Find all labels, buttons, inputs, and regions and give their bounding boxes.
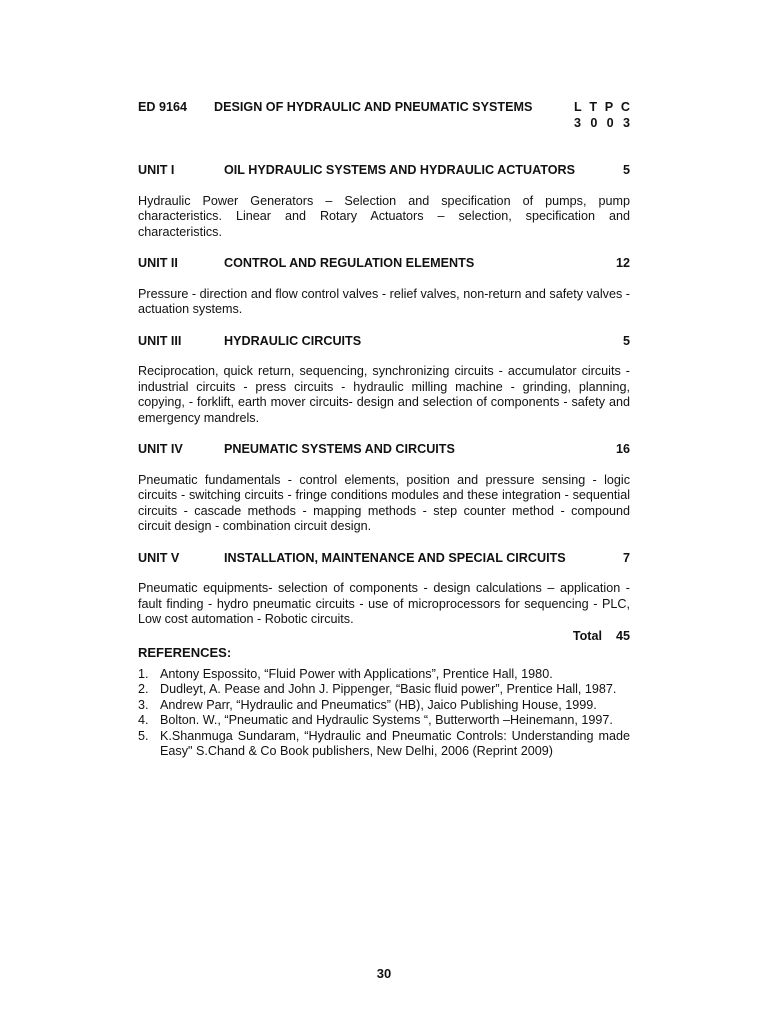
ltpc-value-t: 0 [590,115,598,130]
reference-number: 1. [138,666,149,681]
ltpc-label-p: P [604,100,614,114]
unit-4-heading [138,442,630,458]
syllabus-page [138,100,630,760]
unit-hours: 12 [615,256,630,270]
course-header [138,100,630,131]
unit-title: CONTROL AND REGULATION ELEMENTS [224,256,475,270]
references-heading: REFERENCES: [138,645,232,660]
reference-text: K.Shanmuga Sundaram, “Hydraulic and Pneumatic Controls: Understanding made Easy" S.Chand & Co Book publishers, New Delhi, 2006 (Reprint 2009) [160,728,630,758]
unit-title: INSTALLATION, MAINTENANCE AND SPECIAL CIRCUITS [224,550,566,565]
unit-3-body: Reciprocation, quick return, sequencing, synchronizing circuits - accumulator circuits - industrial circuits - press circuits - hydraulic milling machine - grinding, planning, copying, - forklift, earth mover circuits- design and selection of components - safety and emergency mandrels. [138,364,630,425]
total-label: Total [572,628,602,643]
unit-label: UNIT IV [138,442,183,456]
reference-item [138,682,630,698]
unit-4-body: Pneumatic fundamentals - control elements, position and pressure sensing - logic circuits - switching circuits - fringe conditions modules and these integration - sequential circuits - cascade methods - mapping methods - step counter method - compound circuit design - combination circuit design. [138,472,630,533]
unit-hours: 5 [622,163,630,177]
total-hours [138,629,630,645]
ltpc-label-c: C [620,100,630,114]
unit-title: PNEUMATIC SYSTEMS AND CIRCUITS [224,442,455,456]
reference-item [138,729,630,760]
reference-item [138,667,630,683]
ltpc-value-p: 0 [606,115,614,130]
ltpc-value-c: 3 [622,115,630,130]
unit-title: OIL HYDRAULIC SYSTEMS AND HYDRAULIC ACTUATORS [224,163,576,177]
unit-label: UNIT II [138,256,178,270]
ltpc-values [574,116,630,132]
reference-text: Bolton. W., “Pneumatic and Hydraulic Systems “, Butterworth –Heinemann, 1997. [160,713,613,727]
course-code: ED 9164 [138,100,188,114]
reference-number: 2. [138,682,149,696]
reference-item [138,698,630,714]
unit-label: UNIT I [138,163,175,177]
ltpc-block [574,100,630,131]
total-value: 45 [615,628,630,643]
reference-number: 5. [138,728,149,743]
reference-item [138,713,630,729]
reference-text: Antony Espossito, “Fluid Power with Applications”, Prentice Hall, 1980. [160,666,553,681]
unit-title: HYDRAULIC CIRCUITS [224,333,362,348]
unit-label: UNIT V [138,550,180,565]
reference-number: 4. [138,713,149,727]
unit-5-heading [138,551,630,567]
unit-5-body: Pneumatic equipments- selection of components - design calculations – application - fault finding - hydro pneumatic circuits - use of microprocessors for sequencing - PLC, Low cost automation - Robotic circuits. [138,581,630,626]
ltpc-label-l: L [574,100,582,114]
unit-2-heading [138,256,630,272]
unit-hours: 5 [622,333,630,348]
references-list [138,667,630,760]
unit-label: UNIT III [138,333,182,348]
page-number: 30 [376,966,392,981]
ltpc-label-t: T [589,100,598,114]
unit-2-body: Pressure - direction and flow control valves - relief valves, non-return and safety valves - actuation systems. [138,286,630,316]
unit-hours: 16 [615,442,630,456]
unit-1-body: Hydraulic Power Generators – Selection and specification of pumps, pump characteristics. Linear and Rotary Actuators – selection, specification and characteristics. [138,193,630,239]
reference-text: Dudleyt, A. Pease and John J. Pippenger, “Basic fluid power”, Prentice Hall, 1987. [160,682,617,696]
ltpc-labels [574,100,630,116]
unit-3-heading [138,334,630,350]
reference-text: Andrew Parr, “Hydraulic and Pneumatics” (HB), Jaico Publishing House, 1999. [160,697,597,712]
reference-number: 3. [138,697,149,712]
course-title: DESIGN OF HYDRAULIC AND PNEUMATIC SYSTEMS [214,100,533,114]
unit-hours: 7 [622,550,630,565]
unit-1-heading [138,163,630,179]
ltpc-value-l: 3 [574,115,582,130]
